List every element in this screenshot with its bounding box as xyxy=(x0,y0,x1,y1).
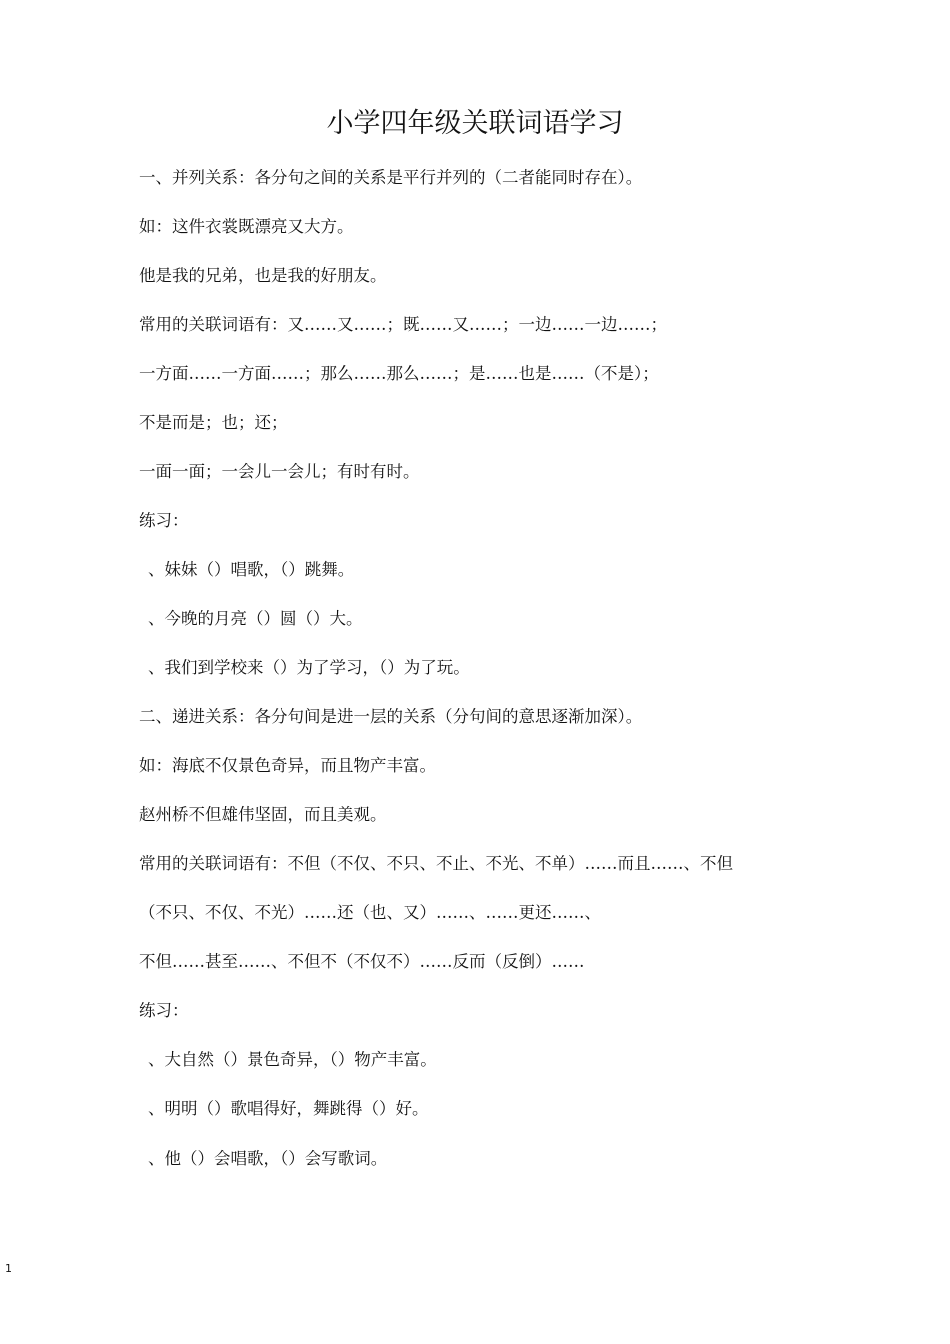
example-line: 赵州桥不但雄伟坚固，而且美观。 xyxy=(139,805,387,824)
exercise-label: 练习： xyxy=(139,511,189,530)
exercise-item: 、明明（）歌唱得好，舞跳得（）好。 xyxy=(148,1099,429,1118)
common-words-line: 常用的关联词语有：不但（不仅、不只、不止、不光、不单）……而且……、不但 xyxy=(139,854,733,873)
exercise-item: 、大自然（）景色奇异，（）物产丰富。 xyxy=(148,1050,437,1069)
common-words-line: （不只、不仅、不光）……还（也、又）……、……更还……、 xyxy=(139,903,601,922)
common-words-line: 一方面……一方面……；那么……那么……；是……也是……（不是）； xyxy=(139,364,659,383)
document-title: 小学四年级关联词语学习 xyxy=(326,108,624,139)
common-words-line: 常用的关联词语有：又……又……；既……又……；一边……一边……； xyxy=(139,315,667,334)
example-line: 如：这件衣裳既漂亮又大方。 xyxy=(139,217,354,236)
exercise-label: 练习： xyxy=(139,1001,189,1020)
page-number: 1 xyxy=(5,1262,12,1275)
example-line: 如：海底不仅景色奇异，而且物产丰富。 xyxy=(139,756,436,775)
exercise-item: 、他（）会唱歌，（）会写歌词。 xyxy=(148,1149,388,1168)
section-1-heading: 一、并列关系：各分句之间的关系是平行并列的（二者能同时存在）。 xyxy=(139,168,643,187)
exercise-item: 、妹妹（）唱歌，（）跳舞。 xyxy=(148,560,355,579)
common-words-line: 不是而是；也；还； xyxy=(139,413,288,432)
exercise-item: 、我们到学校来（）为了学习，（）为了玩。 xyxy=(148,658,470,677)
example-line: 他是我的兄弟，也是我的好朋友。 xyxy=(139,266,387,285)
section-2-heading: 二、递进关系：各分句间是进一层的关系（分句间的意思逐渐加深）。 xyxy=(139,707,643,726)
common-words-line: 一面一面；一会儿一会儿；有时有时。 xyxy=(139,462,420,481)
common-words-line: 不但……甚至……、不但不（不仅不）……反而（反倒）…… xyxy=(139,952,585,971)
exercise-item: 、今晚的月亮（）圆（）大。 xyxy=(148,609,363,628)
